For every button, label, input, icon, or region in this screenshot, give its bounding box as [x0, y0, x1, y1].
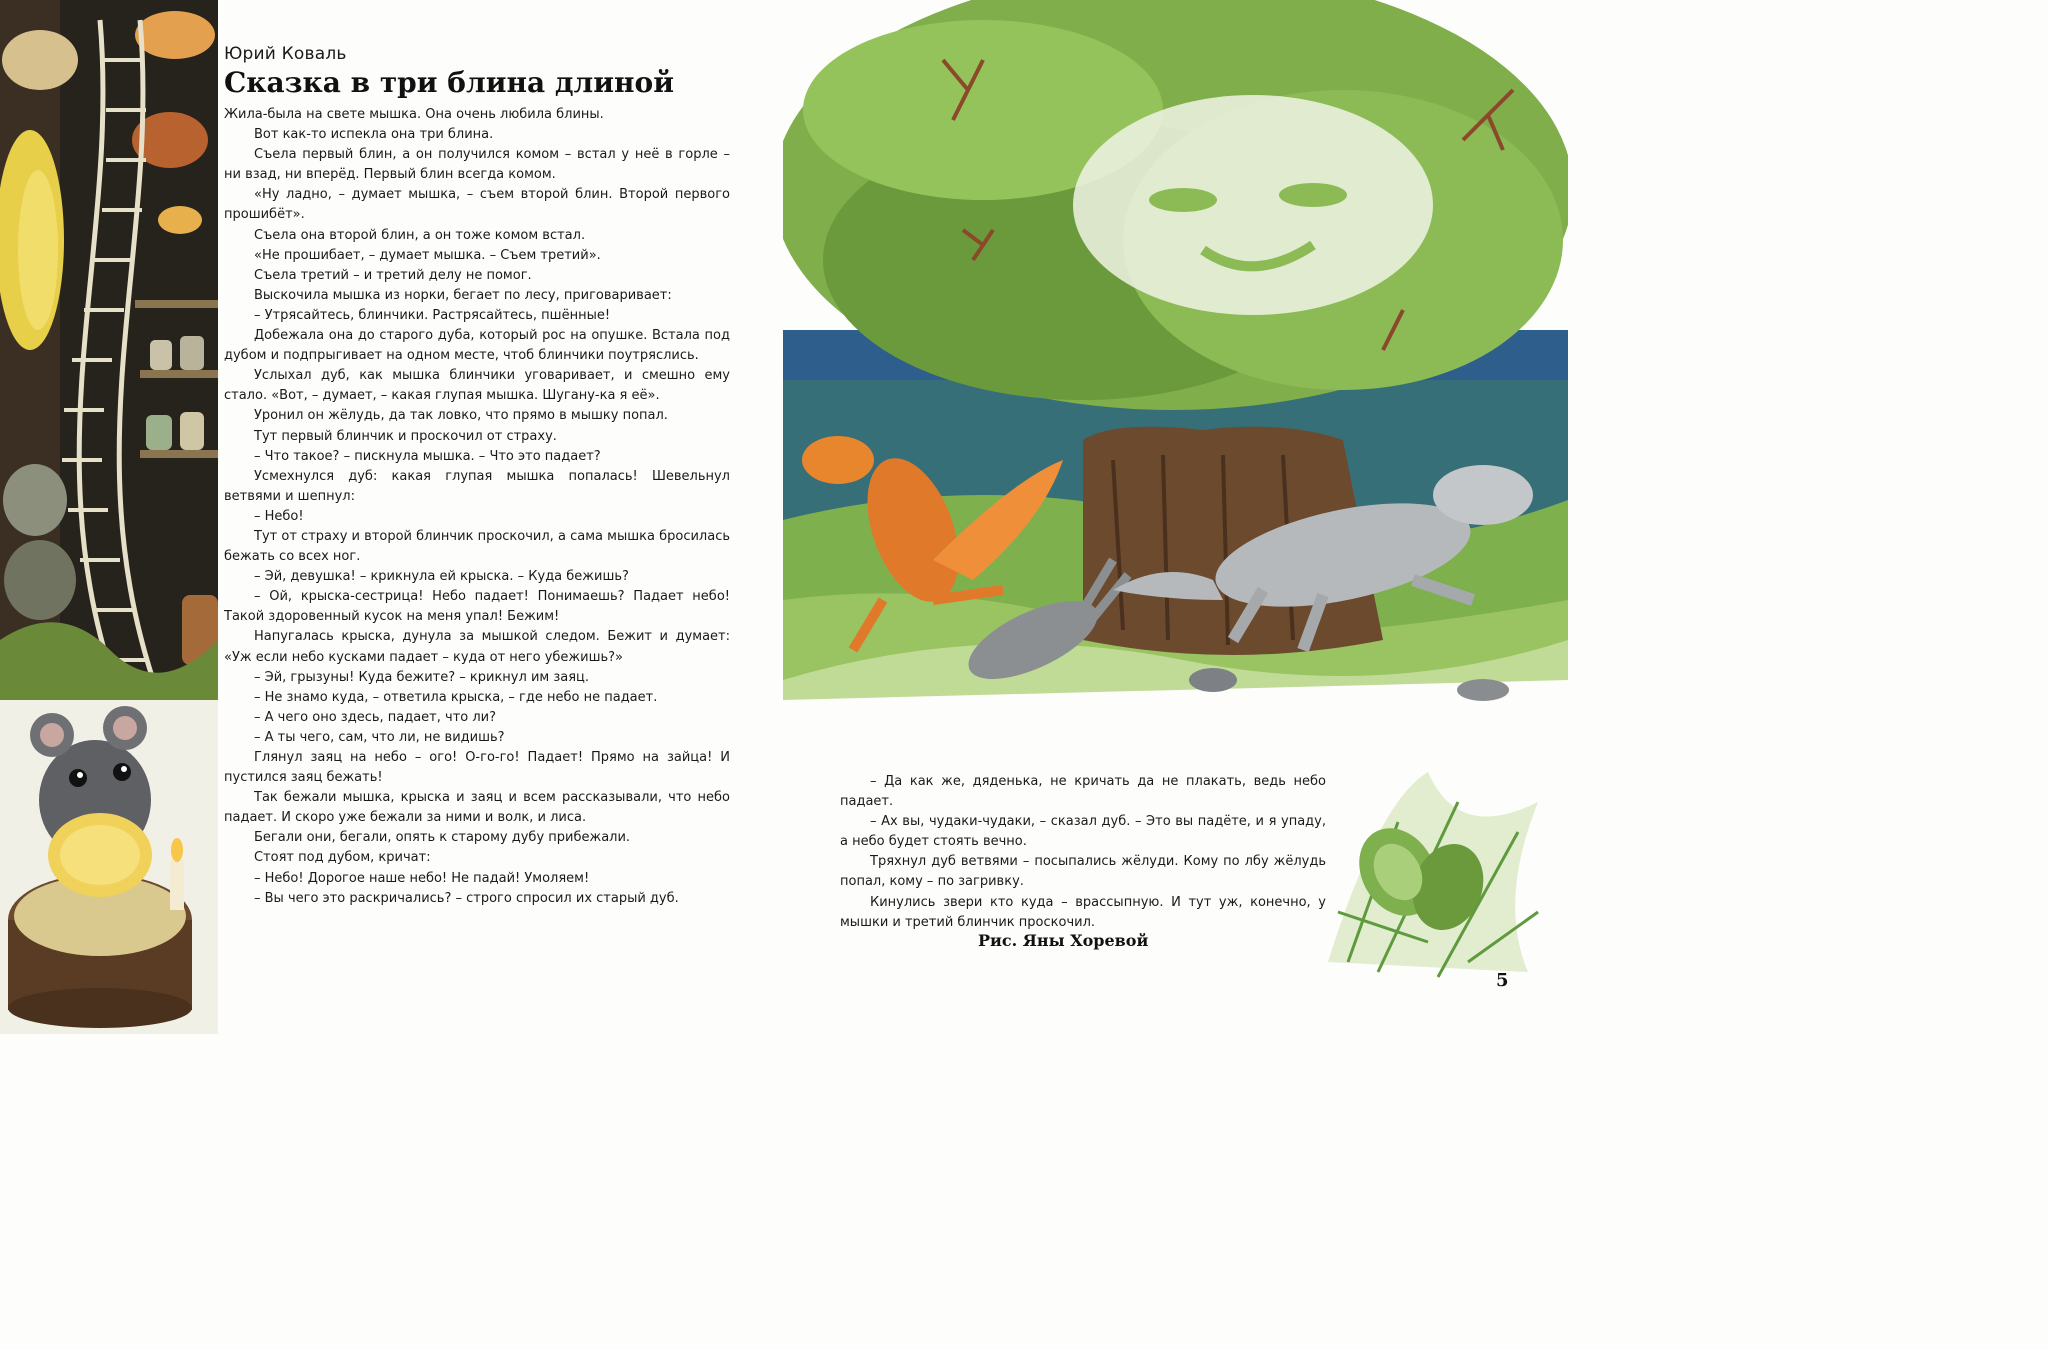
story-column-left — [224, 44, 730, 909]
story-paragraph: Съела третий – и третий делу не помог. — [254, 267, 532, 283]
story-paragraph: – А чего оно здесь, падает, что ли? — [254, 709, 497, 725]
acorns-illustration — [1318, 762, 1548, 980]
story-paragraph: – Да как же, дяденька, не кричать да не плакать, ведь небо падает. — [840, 774, 1326, 810]
story-paragraph: Уронил он жёлудь, да так ловко, что прямо в мышку попал. — [254, 408, 668, 424]
pantry-mouse-illustration — [0, 0, 218, 1034]
story-paragraph: Тут первый блинчик и проскочил от страху. — [254, 428, 557, 444]
story-paragraph: Тут от страху и второй блинчик проскочил, а сама мышка бросилась бежать со всех ног. — [224, 528, 730, 565]
story-paragraph: Услыхал дуб, как мышка блинчики уговаривает, и смешно ему стало. «Вот, – думает, – какая глупая мышка. Шугану-ка я её». — [224, 368, 730, 404]
story-paragraph: Бегали они, бегали, опять к старому дубу прибежали. — [254, 830, 631, 846]
story-paragraph: Жила-была на свете мышка. Она очень любила блины. — [224, 107, 604, 122]
story-paragraph: Тряхнул дуб ветвями – посыпались жёлуди. Кому по лбу жёлудь попал, кому – по загривку. — [840, 854, 1326, 890]
story-paragraph: Съела она второй блин, а он тоже комом встал. — [254, 227, 586, 243]
illustrator-credit: Рис. Яны Хоревой — [978, 931, 1149, 950]
story-paragraph: «Не прошибает, – думает мышка. – Съем третий». — [254, 247, 601, 263]
story-paragraph: – Утрясайтесь, блинчики. Растрясайтесь, пшённые! — [254, 307, 611, 323]
oak-animals-illustration — [783, 0, 1568, 745]
author-name: Юрий Коваль — [224, 44, 347, 64]
page-number: 5 — [1496, 970, 1509, 991]
story-paragraph: Вот как-то испекла она три блина. — [254, 127, 494, 143]
story-paragraph: – Не знамо куда, – ответила крыска, – где небо не падает. — [254, 689, 658, 705]
story-paragraph: «Ну ладно, – думает мышка, – съем второй блин. Второй первого прошибёт». — [224, 187, 730, 223]
story-paragraph: Съела первый блин, а он получился комом – встал у неё в горле – ни взад, ни вперёд. Первый блин всегда комом. — [224, 147, 730, 183]
story-paragraph: – Вы чего это раскричались? – строго спросил их старый дуб. — [254, 890, 679, 906]
story-title: Сказка в три блина длиной — [224, 66, 674, 99]
story-paragraph: Глянул заяц на небо – ого! О-го-го! Падает! Прямо на зайца! И пустился заяц бежать! — [224, 750, 730, 786]
story-paragraph: Кинулись звери кто куда – врассыпную. И тут уж, конечно, у мышки и третий блинчик проскочил. — [840, 894, 1326, 930]
story-paragraph: – Эй, грызуны! Куда бежите? – крикнул им заяц. — [254, 669, 590, 685]
story-paragraph: – Эй, девушка! – крикнула ей крыска. – Куда бежишь? — [254, 569, 629, 585]
story-paragraph: Добежала она до старого дуба, который рос на опушке. Встала под дубом и подпрыгивает на одном месте, чтоб блинчики поутряслись. — [224, 328, 730, 364]
story-paragraph: – Небо! Дорогое наше небо! Не падай! Умоляем! — [254, 870, 590, 886]
story-paragraph: Так бежали мышка, крыска и заяц и всем рассказывали, что небо падает. И скоро уже бежали за ними и волк, и лиса. — [224, 790, 730, 826]
story-paragraph: – А ты чего, сам, что ли, не видишь? — [254, 729, 505, 745]
story-paragraph: Выскочила мышка из норки, бегает по лесу, приговаривает: — [254, 287, 672, 303]
story-paragraph: Напугалась крыска, дунула за мышкой следом. Бежит и думает: «Уж если небо кусками падает – куда от него убежишь?» — [224, 629, 730, 665]
story-paragraph: – Ой, крыска-сестрица! Небо падает! Понимаешь? Падает небо! Такой здоровенный кусок на меня упал! Бежим! — [224, 589, 730, 625]
story-paragraph: Усмехнулся дуб: какая глупая мышка попалась! Шевельнул ветвями и шепнул: — [224, 468, 730, 504]
story-column-right — [840, 772, 1326, 933]
story-paragraph: – Небо! — [254, 508, 304, 524]
story-paragraph: – Ах вы, чудаки-чудаки, – сказал дуб. – Это вы падёте, и я упаду, а небо будет стоять вечно. — [840, 814, 1326, 850]
story-paragraph: – Что такое? – пискнула мышка. – Что это падает? — [254, 448, 601, 464]
story-paragraph: Стоят под дубом, кричат: — [254, 850, 431, 866]
